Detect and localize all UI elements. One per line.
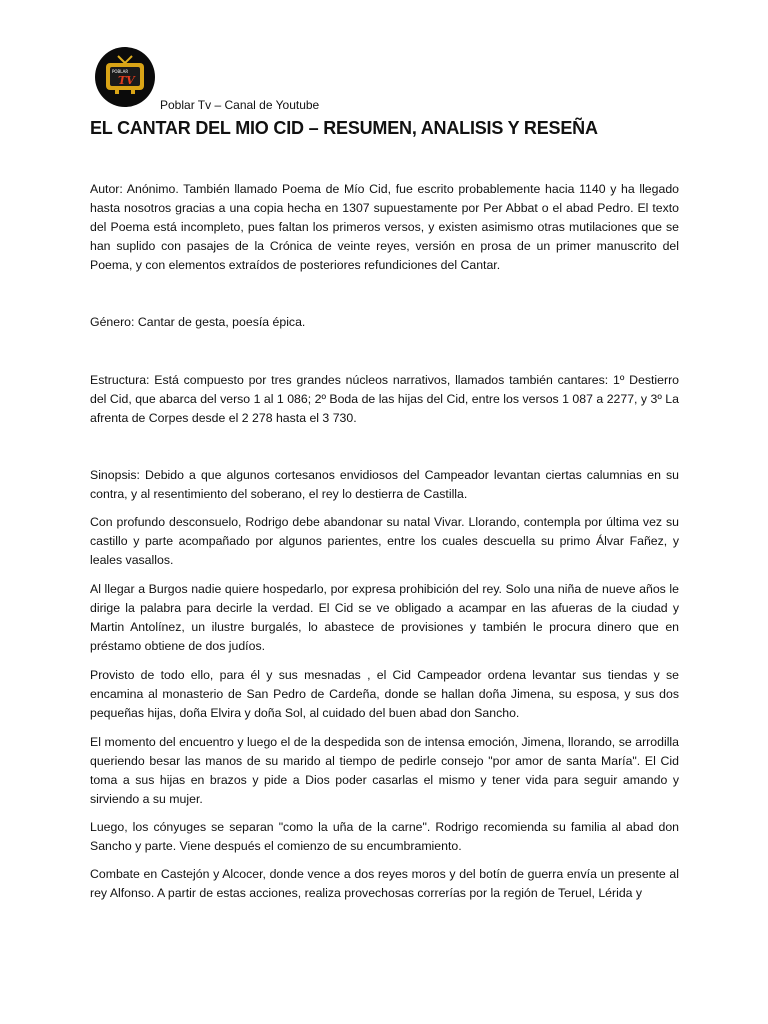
paragraph-autor: Autor: Anónimo. También llamado Poema de Mío Cid, fue escrito probablemente hacia 1140 y ha llegado hasta nosotros gracias a una copia hecha en 1307 supuestamente por Per Abbat o el abad Pedro. El texto del Poema está incompleto, pues faltan los primeros versos, y existen asimismo otras mutilaciones que se han suplido con pasajes de la Crónica de veinte reyes, versión en prosa de un primer manuscrito del Poema, y con elementos extraídos de posteriores refundiciones del Cantar. xyxy=(90,182,679,272)
channel-logo-icon xyxy=(92,46,158,108)
paragraph-desconsuelo: Con profundo desconsuelo, Rodrigo debe abandonar su natal Vivar. Llorando, contempla por última vez su castillo y parte acompañado por algunos parientes, entre los cuales descuella su primo Álvar Fañez, y leales vasallos. xyxy=(90,515,679,567)
logo-text: TV xyxy=(118,74,135,87)
paragraph-combate: Combate en Castejón y Alcocer, donde vence a dos reyes moros y del botín de guerra envía un presente al rey Alfonso. A partir de estas acciones, realiza provechosas correrías por la región de Teruel, Lérida y xyxy=(90,867,679,900)
paragraph-sinopsis: Sinopsis: Debido a que algunos cortesanos envidiosos del Campeador levantan ciertas calumnias en su contra, y al resentimiento del soberano, el rey lo destierra de Castilla. xyxy=(90,468,679,501)
paragraph-encuentro: El momento del encuentro y luego el de la despedida son de intensa emoción, Jimena, llorando, se arrodilla queriendo besar las manos de su marido al tiempo de pedirle consejo "por amor de santa María". El Cid toma a sus hijas en brazos y pide a Dios poder casarlas el mismo y tener vida para seguir amando y sirviendo a su mujer. xyxy=(90,735,679,806)
paragraph-cardena: Provisto de todo ello, para él y sus mesnadas , el Cid Campeador ordena levantar sus tiendas y se encamina al monasterio de San Pedro de Cardeña, donde se hallan doña Jimena, su esposa, y sus dos pequeñas hijas, doña Elvira y doña Sol, al cuidado del buen abad don Sancho. xyxy=(90,668,679,720)
paragraph-burgos: Al llegar a Burgos nadie quiere hospedarlo, por expresa prohibición del rey. Solo una niña de nueve años le dirige la palabra para decirle la verdad. El Cid se ve obligado a acampar en las afueras de la ciudad y Martin Antolínez, un ilustre burgalés, lo abastece de provisiones y también le procura dinero que en préstamo obtiene de dos judíos. xyxy=(90,582,679,653)
paragraph-separacion: Luego, los cónyuges se separan "como la uña de la carne". Rodrigo recomienda su familia al abad don Sancho y parte. Viene después el comienzo de su encumbramiento. xyxy=(90,820,679,853)
channel-line: Poblar Tv – Canal de Youtube xyxy=(160,98,320,112)
paragraph-estructura: Estructura: Está compuesto por tres grandes núcleos narrativos, llamados también cantares: 1º Destierro del Cid, que abarca del verso 1 al 1 086; 2º Boda de las hijas del Cid, entre los versos 1 087 a 2277, y 3º La afrenta de Corpes desde el 2 278 hasta el 3 730. xyxy=(90,373,679,425)
paragraph-genero: Género: Cantar de gesta, poesía épica. xyxy=(90,315,306,329)
page-title: EL CANTAR DEL MIO CID – RESUMEN, ANALISIS Y RESEÑA xyxy=(90,118,598,138)
logo-subtext: POBLAR xyxy=(112,69,129,74)
